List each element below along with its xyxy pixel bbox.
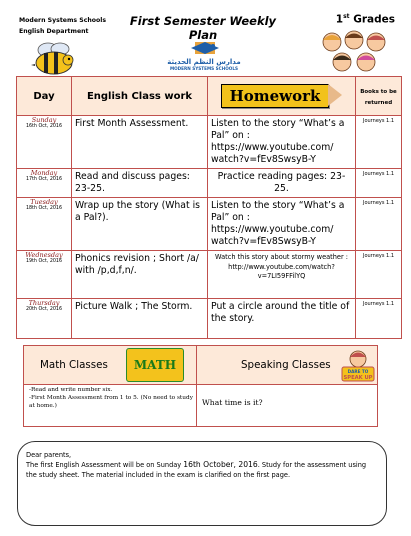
department-name: English Department [19, 28, 89, 35]
math-note: -Read and write number six. [29, 387, 113, 393]
math-notes [29, 386, 195, 410]
speak-badge-bottom-text: SPEAK UP [343, 375, 373, 381]
day-date: 20th Oct, 2016 [25, 307, 63, 312]
note-body-start: The first English Assessment will be on Sunday [26, 461, 184, 469]
math-classes-header [24, 346, 196, 384]
speak-badge-top-text: DARE TO [347, 369, 369, 374]
day-name: Monday [30, 169, 58, 177]
speak-up-icon [340, 349, 376, 382]
homework-badge: Homework [221, 84, 330, 108]
table-row [17, 251, 402, 299]
speaking-text: What time is it? [202, 398, 263, 407]
table-row [17, 198, 402, 251]
day-cell [17, 251, 72, 299]
grade-number: 1 [335, 13, 344, 26]
day-cell [17, 116, 72, 169]
books-column-header [356, 77, 402, 116]
books-cell: Journeys 1.1 [356, 251, 402, 299]
day-date: 17th Oct, 2016 [25, 177, 63, 182]
day-name: Thursday [28, 299, 60, 307]
homework-cell: Practice reading pages: 23-25. [208, 169, 356, 198]
parents-note-text [26, 450, 378, 480]
classwork-cell: First Month Assessment. [72, 116, 208, 169]
homework-cell: Watch this story about stormy weather : http://www.youtube.com/watch?v=7LI59FFilYQ [208, 251, 356, 299]
pencil-icon [328, 84, 342, 106]
day-cell [17, 198, 72, 251]
logo-english-text: MODERN SYSTEMS SCHOOLS [169, 66, 239, 71]
homework-cell: Put a circle around the title of the story. [208, 299, 356, 339]
classwork-cell: Read and discuss pages: 23-25. [72, 169, 208, 198]
note-body-end: . Study for the assessment using the study sheet. The material included in the exam is clarified on the first page. [26, 461, 367, 479]
school-heading [19, 15, 106, 37]
children-illustration-icon [318, 30, 393, 74]
day-date: 16th Oct, 2016 [25, 124, 63, 129]
homework-column-header [208, 77, 356, 116]
classwork-cell: Phonics revision ; Short /a/ with /p,d,f,n/. [72, 251, 208, 299]
day-name: Wednesday [25, 251, 63, 259]
books-cell: Journeys 1.1 [356, 116, 402, 169]
day-cell [17, 169, 72, 198]
grade-suffix: st [343, 13, 350, 20]
note-date: 16th October, 2016 [183, 460, 258, 469]
classes-divider [196, 346, 197, 426]
books-cell: Journeys 1.1 [356, 299, 402, 339]
grade-word: Grades [353, 13, 395, 26]
speaking-classes-header [196, 346, 377, 384]
english-column-header: English Class work [72, 77, 208, 116]
table-row [17, 299, 402, 339]
grade-label [336, 13, 395, 26]
day-name: Sunday [31, 116, 57, 124]
table-row [17, 169, 402, 198]
bee-icon [30, 40, 80, 78]
day-name: Tuesday [30, 198, 58, 206]
day-cell [17, 299, 72, 339]
note-body [26, 460, 378, 480]
books-cell: Journeys 1.1 [356, 169, 402, 198]
math-classes-label: Math Classes [40, 359, 108, 371]
classes-box [23, 345, 378, 427]
math-note: -First Month Assessment from 1 to 5. (No need to study at home.) [29, 395, 193, 409]
parents-note-box [17, 441, 387, 526]
homework-cell: Listen to the story “What’s a Pal” on : https://www.youtube.com/ watch?v=fEv8SwsyB-Y [208, 116, 356, 169]
books-header-text: Books to be returned [360, 89, 397, 106]
classes-header-line [24, 384, 377, 385]
weekly-plan-table [16, 76, 402, 339]
logo-arabic-text: مدارس النظم الحديثة [167, 58, 241, 66]
homework-cell: Listen to the story “What’s a Pal” on : https://www.youtube.com/ watch?v=fEv8SwsyB-Y [208, 198, 356, 251]
table-row [17, 116, 402, 169]
day-column-header: Day [17, 77, 72, 116]
note-salutation: Dear parents, [26, 451, 72, 459]
school-name: Modern Systems Schools [19, 17, 107, 24]
classwork-cell: Picture Walk ; The Storm. [72, 299, 208, 339]
table-header-row [17, 77, 402, 116]
page-title: First Semester Weekly Plan [129, 14, 277, 42]
classwork-cell: Wrap up the story (What is a Pal?). [72, 198, 208, 251]
books-cell: Journeys 1.1 [356, 198, 402, 251]
speaking-classes-label: Speaking Classes [241, 359, 331, 371]
math-badge: MATH [126, 348, 184, 382]
day-date: 18th Oct, 2016 [25, 206, 63, 211]
day-date: 19th Oct, 2016 [25, 259, 63, 264]
